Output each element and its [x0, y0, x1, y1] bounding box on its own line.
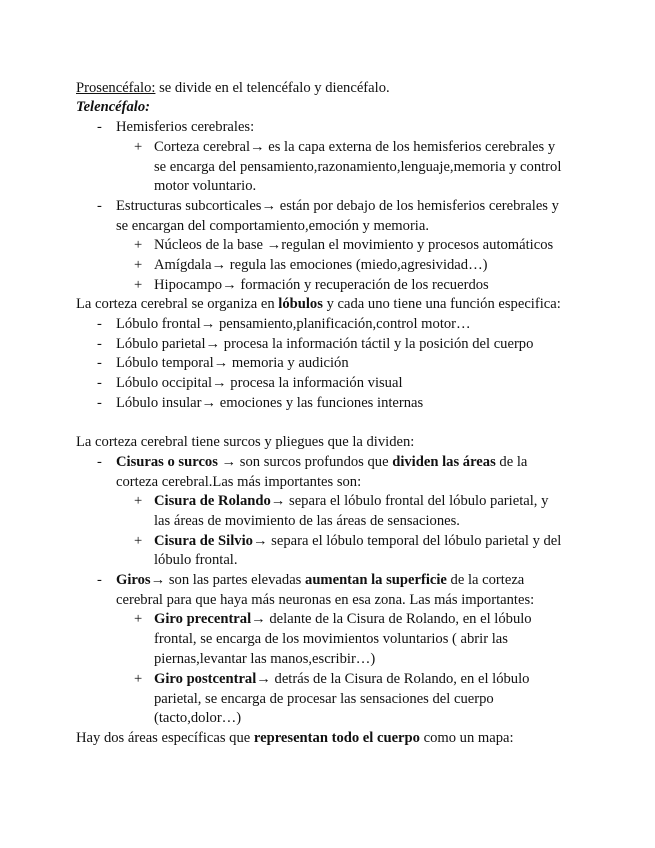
rolando-line-1 — [154, 492, 548, 510]
postcentral-line-1 — [154, 670, 529, 688]
rolando-line-2: las áreas de movimiento de las áreas de sensaciones. — [154, 513, 460, 529]
cisuras-line-2: corteza cerebral.Las más importantes son: — [116, 474, 362, 490]
telencefalo-heading: Telencéfalo: — [76, 99, 151, 115]
list-item: Núcleos de la base →regulan el movimiento y procesos automáticos — [154, 237, 554, 253]
dash-marker: - — [97, 572, 102, 588]
dash-marker: - — [97, 198, 102, 214]
postcentral-text: → detrás de la Cisura de Rolando, en el lóbulo — [256, 671, 530, 687]
list-item: Lóbulo insular→ emociones y las funciones internas — [116, 395, 424, 411]
intro-text: se divide en el telencéfalo y diencéfalo. — [155, 80, 390, 96]
dash-marker: - — [97, 336, 102, 352]
list-item: Amígdala→ regula las emociones (miedo,agresividad…) — [154, 257, 488, 273]
corteza-line-3: motor voluntario. — [154, 178, 257, 194]
silvio-bold: Cisura de Silvio — [154, 533, 253, 549]
postcentral-line-3: (tacto,dolor…) — [154, 710, 242, 726]
hemisferios-label: Hemisferios cerebrales: — [116, 119, 255, 135]
subcorticales-line-1: Estructuras subcorticales→ están por debajo de los hemisferios cerebrales y — [116, 198, 559, 214]
plus-marker: + — [134, 237, 143, 253]
dash-marker: - — [97, 119, 102, 135]
cisuras-text-1: → son surcos profundos que — [217, 454, 393, 470]
dash-marker: - — [97, 355, 102, 371]
plus-marker: + — [134, 493, 143, 509]
lobulos-intro-bold: lóbulos — [278, 296, 323, 312]
giros-text-1: → son las partes elevadas — [150, 572, 306, 588]
areas-text-c: como un mapa: — [419, 730, 514, 746]
precentral-line-2: frontal, se encarga de los movimientos voluntarios ( abrir las — [154, 631, 508, 647]
cisuras-line-1 — [116, 453, 527, 471]
list-item: Lóbulo frontal→ pensamiento,planificación,control motor… — [116, 316, 471, 332]
dash-marker: - — [97, 454, 102, 470]
rolando-text: → separa el lóbulo frontal del lóbulo parietal, y — [270, 493, 549, 509]
surcos-intro: La corteza cerebral tiene surcos y pliegues que la dividen: — [76, 434, 415, 450]
lobulos-intro — [76, 295, 561, 313]
giros-line-1 — [116, 571, 524, 589]
lobulos-intro-a: La corteza cerebral se organiza en — [76, 296, 279, 312]
silvio-line-2: lóbulo frontal. — [154, 552, 238, 568]
areas-bold: representan todo el cuerpo — [253, 730, 420, 746]
corteza-line-1: Corteza cerebral→ es la capa externa de los hemisferios cerebrales y — [154, 139, 556, 155]
areas-text-a: Hay dos áreas específicas que — [76, 730, 254, 746]
silvio-line-1 — [154, 532, 561, 550]
silvio-text: → separa el lóbulo temporal del lóbulo parietal y del — [252, 533, 562, 549]
plus-marker: + — [134, 277, 143, 293]
list-item: Lóbulo occipital→ procesa la información visual — [116, 375, 403, 391]
list-item: Lóbulo temporal→ memoria y audición — [116, 355, 349, 371]
corteza-line-2: se encarga del pensamiento,razonamiento,lenguaje,memoria y control — [154, 159, 562, 175]
intro-line — [76, 79, 390, 97]
dash-marker: - — [97, 316, 102, 332]
cisuras-text-2: de la — [495, 454, 528, 470]
plus-marker: + — [134, 533, 143, 549]
cisuras-bold-1: Cisuras o surcos — [116, 454, 218, 470]
areas-line — [76, 729, 514, 747]
plus-marker: + — [134, 139, 143, 155]
precentral-line-3: piernas,levantar las manos,escribir…) — [154, 651, 376, 667]
dash-marker: - — [97, 375, 102, 391]
giros-bold-2: aumentan la superficie — [305, 572, 447, 588]
giros-line-2: cerebral para que haya más neuronas en esa zona. Las más importantes: — [116, 592, 535, 608]
plus-marker: + — [134, 671, 143, 687]
list-item: Hipocampo→ formación y recuperación de los recuerdos — [154, 277, 489, 293]
postcentral-bold: Giro postcentral — [154, 671, 257, 687]
postcentral-line-2: parietal, se encarga de procesar las sensaciones del cuerpo — [154, 691, 494, 707]
list-item: Lóbulo parietal→ procesa la información táctil y la posición del cuerpo — [116, 336, 534, 352]
rolando-bold: Cisura de Rolando — [154, 493, 271, 509]
dash-marker: - — [97, 395, 102, 411]
cisuras-bold-2: dividen las áreas — [392, 454, 496, 470]
plus-marker: + — [134, 611, 143, 627]
precentral-text: → delante de la Cisura de Rolando, en el lóbulo — [251, 611, 532, 627]
lobulos-intro-c: y cada uno tiene una función especifica: — [322, 296, 561, 312]
plus-marker: + — [134, 257, 143, 273]
prosencefalo-label: Prosencéfalo: — [76, 80, 156, 96]
precentral-line-1 — [154, 610, 532, 628]
precentral-bold: Giro precentral — [154, 611, 252, 627]
subcorticales-line-2: se encargan del comportamiento,emoción y memoria. — [116, 218, 429, 234]
giros-text-2: de la corteza — [446, 572, 525, 588]
giros-bold-1: Giros — [116, 572, 151, 588]
